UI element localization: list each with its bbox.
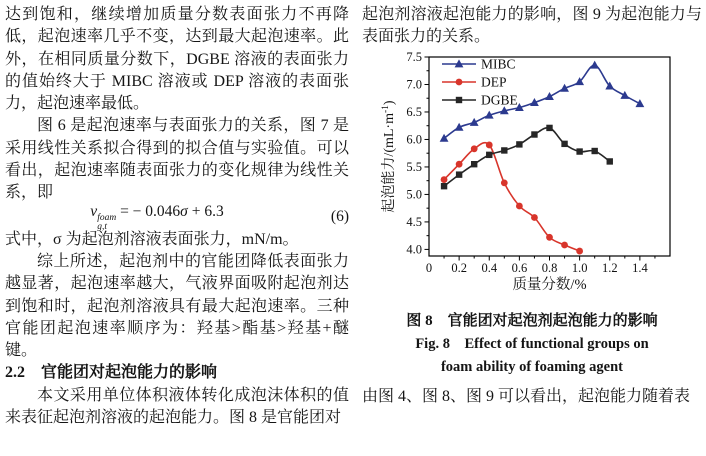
equation-body — [5, 201, 309, 232]
paragraph-continued: 达到饱和，继续增加质量分数表面张力不再降低，起泡速率几乎不变，达到最大起泡速率。此外，在相同质量分数下，DGBE 溶液的表面张力的值始终大于 MIBC 溶液或 DEP 溶液的表面张力，起泡速率最低。 — [5, 6, 349, 113]
equation-superscript: foam — [97, 213, 117, 224]
equation-variable: v — [90, 203, 98, 221]
svg-text:起泡能力/(mL·m-1): 起泡能力$/(mL\cdot m^{-1})$ — [381, 100, 397, 213]
foaming-ability-chart — [380, 51, 700, 303]
equation-number: (6) — [330, 207, 349, 225]
figure-caption-zh: 图 8 官能团对起泡剂起泡能力的影响 — [406, 312, 658, 329]
figure-caption-en-line2: foam ability of foaming agent — [440, 358, 624, 375]
svg-text:1.4: 1.4 — [632, 260, 648, 275]
equation-6 — [5, 203, 349, 233]
svg-text:4.5: 4.5 — [406, 214, 422, 229]
svg-text:0.4: 0.4 — [481, 260, 498, 275]
svg-text:0.2: 0.2 — [451, 260, 467, 275]
section-heading-2-2: 2.2 官能团对起泡能力的影响 — [5, 364, 218, 382]
paragraph-method: 本文采用单位体积液体转化成泡沫体积的值来表征起泡剂溶液的起泡能力。图 8 是官能团对 — [5, 386, 349, 427]
right-text-column — [362, 4, 702, 408]
svg-text:0: 0 — [425, 260, 433, 275]
svg-text:6.0: 6.0 — [406, 132, 422, 147]
paragraph-fig6-fig7: 图 6 是起泡速率与表面张力的关系，图 7 是采用线性关系拟合得到的拟合值与实验值。可以看出，起泡速率随表面张力的变化规律为线性关系，即 — [5, 117, 349, 202]
paragraph-summary: 综上所述，起泡剂中的官能团降低表面张力越显著，起泡速率越大，气液界面吸附起泡剂达到饱和时，起泡剂溶液具有最大起泡速率。三种官能团起泡速率顺序为：羟基>酯基>羟基+醚键。 — [5, 252, 349, 360]
svg-text:7.0: 7.0 — [406, 77, 422, 92]
svg-text:1.0: 1.0 — [571, 260, 588, 275]
equation-rhs-pre: = − 0.046 — [116, 203, 181, 221]
equation-sigma: σ — [180, 203, 188, 221]
svg-text:4.0: 4.0 — [406, 241, 422, 256]
svg-text:0.8: 0.8 — [541, 260, 558, 275]
svg-text:5.0: 5.0 — [406, 187, 422, 202]
equation-rhs-post: + 6.3 — [187, 203, 224, 221]
paragraph-after-figure: 由图 4、图 8、图 9 可以看出，起泡能力随着表 — [362, 387, 691, 405]
paragraph-continued-right: 起泡剂溶液起泡能力的影响，图 9 为起泡能力与表面张力的关系。 — [362, 6, 702, 46]
paragraph-where-sigma: 式中，σ 为起泡剂溶液表面张力，mN/m。 — [5, 230, 299, 248]
svg-text:MIBC: MIBC — [481, 56, 516, 72]
equation-subscript: g,t — [97, 222, 107, 233]
svg-text:6.5: 6.5 — [406, 104, 422, 119]
svg-text:5.5: 5.5 — [406, 159, 422, 174]
svg-text:1.2: 1.2 — [601, 260, 618, 275]
left-text-column — [5, 4, 349, 429]
figure-8 — [380, 51, 702, 310]
svg-text:质量分数/%: 质量分数/% — [512, 276, 587, 293]
figure-caption-en-line1: Fig. 8 Effect of functional groups on — [415, 335, 649, 352]
svg-text:DEP: DEP — [481, 74, 507, 90]
svg-text:DGBE: DGBE — [481, 92, 518, 108]
svg-text:7.5: 7.5 — [406, 50, 422, 64]
svg-text:0.6: 0.6 — [511, 260, 528, 275]
